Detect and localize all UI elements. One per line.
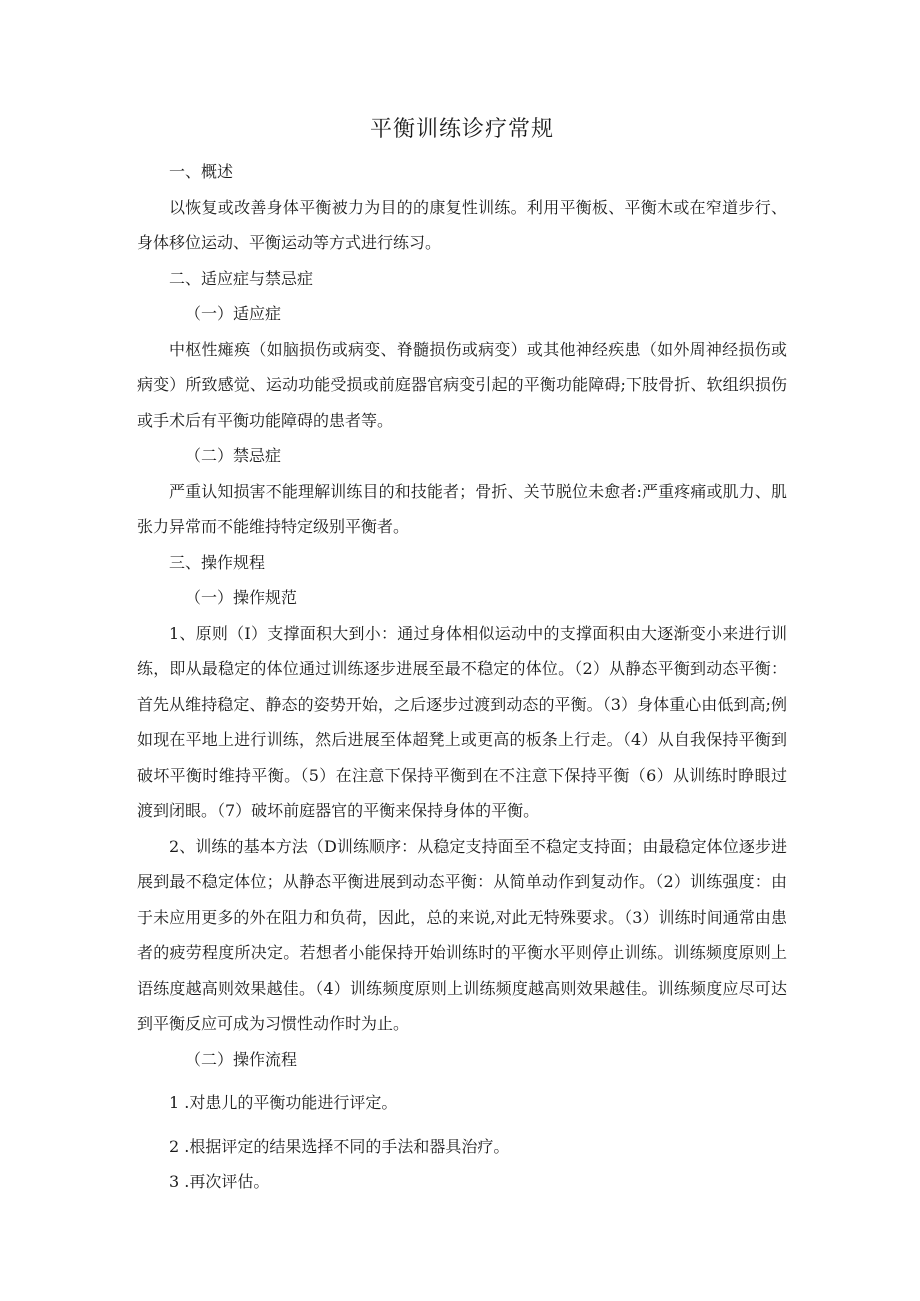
paragraph-contraindications: 严重认知损害不能理解训练目的和技能者；骨折、关节脱位未愈者:严重疼痛或肌力、肌张力异常而不能维持特定级别平衡者。 <box>137 481 787 536</box>
paragraph-principles: 1、原则（I）支撑面积大到小：通过身体相似运动中的支撑面积由大逐渐变小来进行训练，即从最稳定的体位通过训练逐步进展至最不稳定的体位。（2）从静态平衡到动态平衡：首先从维持稳定、静态的姿势开始，之后逐步过渡到动态的平衡。（3）身体重心由低到高;例如现在平地上进行训练，然后进展至体超凳上或更高的板条上行走。（4）从自我保持平衡到破坏平衡时维持平衡。（5）在注意下保持平衡到在不注意下保持平衡（6）从训练时睁眼过渡到闭眼。（7）破坏前庭器官的平衡来保持身体的平衡。 <box>137 623 787 820</box>
subheading-operation-flow: （二）操作流程 <box>185 1049 298 1069</box>
section-heading-procedure: 三、操作规程 <box>169 552 266 572</box>
subheading-contraindications: （二）禁忌症 <box>185 446 282 465</box>
section-heading-overview: 一、概述 <box>169 162 234 181</box>
step-item-2: 2 .根据评定的结果选择不同的手法和器具治疗。 <box>169 1136 510 1156</box>
step-item-1: 1 .对患儿的平衡功能进行评定。 <box>169 1093 398 1112</box>
section-heading-indications: 二、适应症与禁忌症 <box>169 268 314 288</box>
paragraph-indications: 中枢性瘫痪（如脑损伤或病变、脊髓损伤或病变）或其他神经疾患（如外周神经损伤或病变）所致感觉、运动功能受损或前庭器官病变引起的平衡功能障碍;下肢骨折、软组织损伤或手术后有平衡功能障碍的患者等。 <box>137 339 787 430</box>
step-item-3: 3 .再次评估。 <box>169 1172 270 1191</box>
subheading-operation-spec: （一）操作规范 <box>185 588 298 607</box>
paragraph-methods: 2、训练的基本方法（D训练顺序：从稳定支持面至不稳定支持面；由最稳定体位逐步进展到最不稳定体位；从静态平衡进展到动态平衡：从简单动作到复动作。（2）训练强度：由于未应用更多的外在阻力和负荷，因此，总的来说,对此无特殊要求。（3）训练时间通常由患者的疲劳程度所决定。若想者小能保持开始训练时的平衡水平则停止训练。训练频度原则上语练度越高则效果越佳。（4）训练频度原则上训练频度越高则效果越佳。训练频度应尽可达到平衡反应可成为习惯性动作时为止。 <box>137 836 787 1033</box>
subheading-indications: （一）适应症 <box>185 304 282 323</box>
document-title: 平衡训练诊疗常规 <box>369 117 554 142</box>
paragraph-overview: 以恢复或改善身体平衡被力为目的的康复性训练。利用平衡板、平衡木或在窄道步行、身体移位运动、平衡运动等方式进行练习。 <box>137 197 787 252</box>
document-page <box>137 112 787 1200</box>
